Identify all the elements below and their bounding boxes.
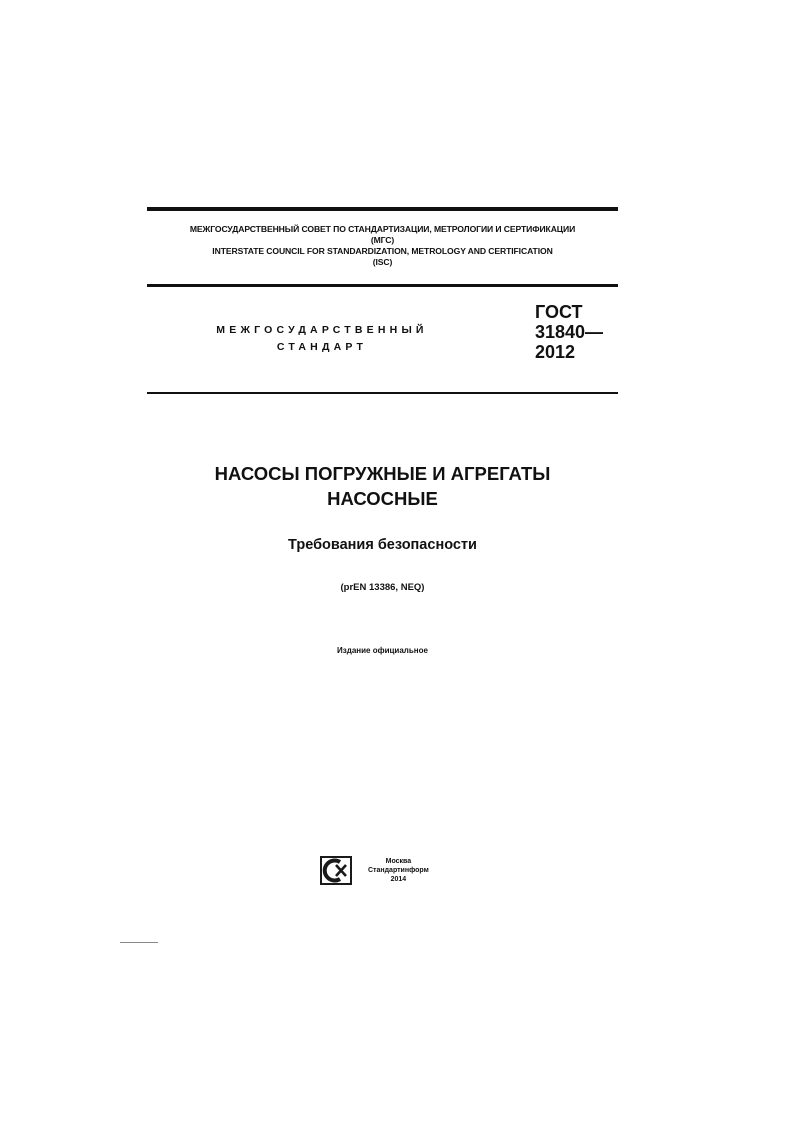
council-abbr-ru: (МГС) <box>370 235 395 245</box>
standartinform-logo-icon <box>320 856 352 885</box>
standard-type-line2: СТАНДАРТ <box>276 341 368 353</box>
scan-mark <box>120 942 158 943</box>
council-name-ru: МЕЖГОСУДАРСТВЕННЫЙ СОВЕТ ПО СТАНДАРТИЗАЦИИ, МЕТРОЛОГИИ И СЕРТИФИКАЦИИ <box>189 224 576 234</box>
gost-year: 2012 <box>535 342 576 362</box>
gost-number: 31840— <box>535 322 604 342</box>
publisher-text <box>368 857 429 884</box>
publisher-year: 2014 <box>390 876 407 883</box>
bottom-rule <box>147 392 618 394</box>
standard-type <box>180 322 464 356</box>
title-line2: НАСОСНЫЕ <box>327 488 438 509</box>
council-header <box>147 224 618 268</box>
title-line1: НАСОСЫ ПОГРУЖНЫЕ И АГРЕГАТЫ <box>214 463 551 484</box>
council-name-en: INTERSTATE COUNCIL FOR STANDARDIZATION, METROLOGY AND CERTIFICATION <box>212 246 553 256</box>
council-abbr-en: (ISC) <box>372 257 393 267</box>
publisher-block <box>320 856 429 885</box>
document-title <box>147 461 618 511</box>
edition-note: Издание официальное <box>337 646 428 655</box>
middle-rule <box>147 284 618 287</box>
top-rule <box>147 207 618 211</box>
harmonization-reference: (prEN 13386, NEQ) <box>340 582 425 593</box>
document-subtitle: Требования безопасности <box>288 537 477 553</box>
publisher-city: Москва <box>385 858 412 865</box>
gost-label: ГОСТ <box>535 302 583 322</box>
standard-type-line1: МЕЖГОСУДАРСТВЕННЫЙ <box>216 324 428 336</box>
publisher-name: Стандартинформ <box>368 867 429 874</box>
gost-designation <box>535 302 603 362</box>
